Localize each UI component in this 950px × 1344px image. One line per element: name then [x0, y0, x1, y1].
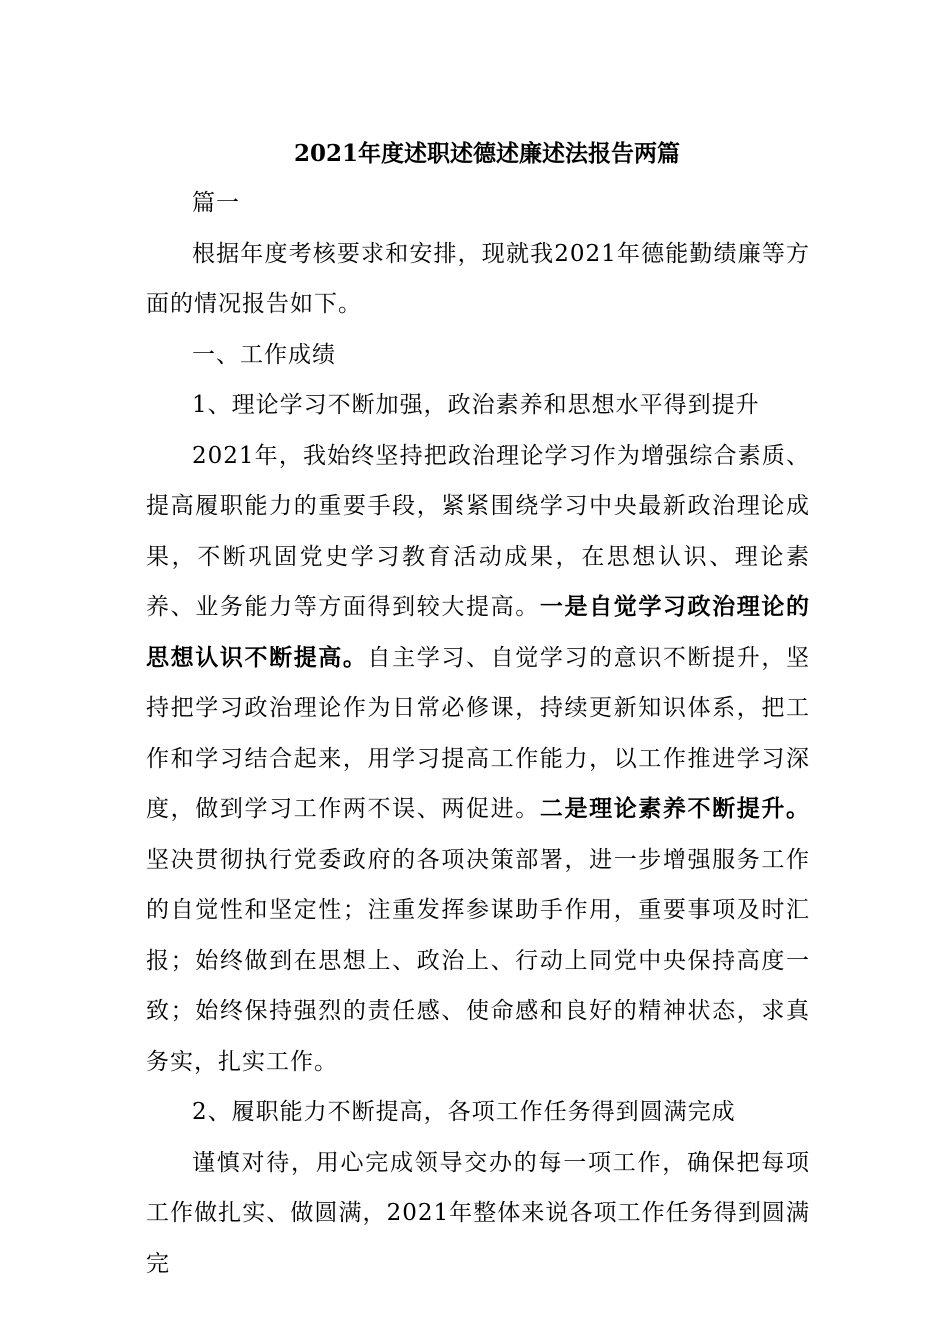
paragraph-performance: 谨慎对待，用心完成领导交办的每一项工作，确保把每项工作做扎实、做圆满，2021年整体来说各项工作任务得到圆满完: [146, 1149, 810, 1277]
intro-paragraph: 根据年度考核要求和安排，现就我2021年德能勤绩廉等方面的情况报告如下。: [146, 240, 810, 317]
subheading-theory-study: 1、理论学习不断加强，政治素养和思想水平得到提升: [192, 392, 760, 418]
subheading-performance: 2、履职能力不断提高，各项工作任务得到圆满完成: [192, 1099, 736, 1125]
paragraph-text: 自主学习、自觉学习的意识不断提升，坚持把学习政治理论作为日常必修课，持续更新知识体系，把工作和学习结合起来，用学习提高工作能力，以工作推进学习深度，做到学习工作两不误、两促进。: [146, 644, 811, 822]
section-label: 篇一: [192, 190, 240, 216]
bold-point-one: 一是自觉学习政治理论的思想认识不断提高。: [146, 593, 811, 671]
paragraph-text: 2021年，我始终坚持把政治理论学习作为增强综合素质、提高履职能力的重要手段，紧紧围绕学习中央最新政治理论成果，不断巩固党史学习教育活动成果，在思想认识、理论素养、业务能力等方面得到较大提高。: [146, 442, 810, 620]
bold-point-two: 二是理论素养不断提升。: [539, 795, 811, 822]
paragraph-theory-study: [146, 431, 810, 1088]
heading-work-results: 一、工作成绩: [192, 341, 336, 368]
document-title: 2021年度述职述德述廉述法报告两篇: [293, 140, 680, 167]
document-page: [146, 130, 810, 1289]
paragraph-text: 坚决贯彻执行党委政府的各项决策部署，进一步增强服务工作的自觉性和坚定性；注重发挥参谋助手作用，重要事项及时汇报；始终做到在思想上、政治上、行动上同党中央保持高度一致；始终保持强烈的责任感、使命感和良好的精神状态，求真务实，扎实工作。: [146, 846, 810, 1075]
